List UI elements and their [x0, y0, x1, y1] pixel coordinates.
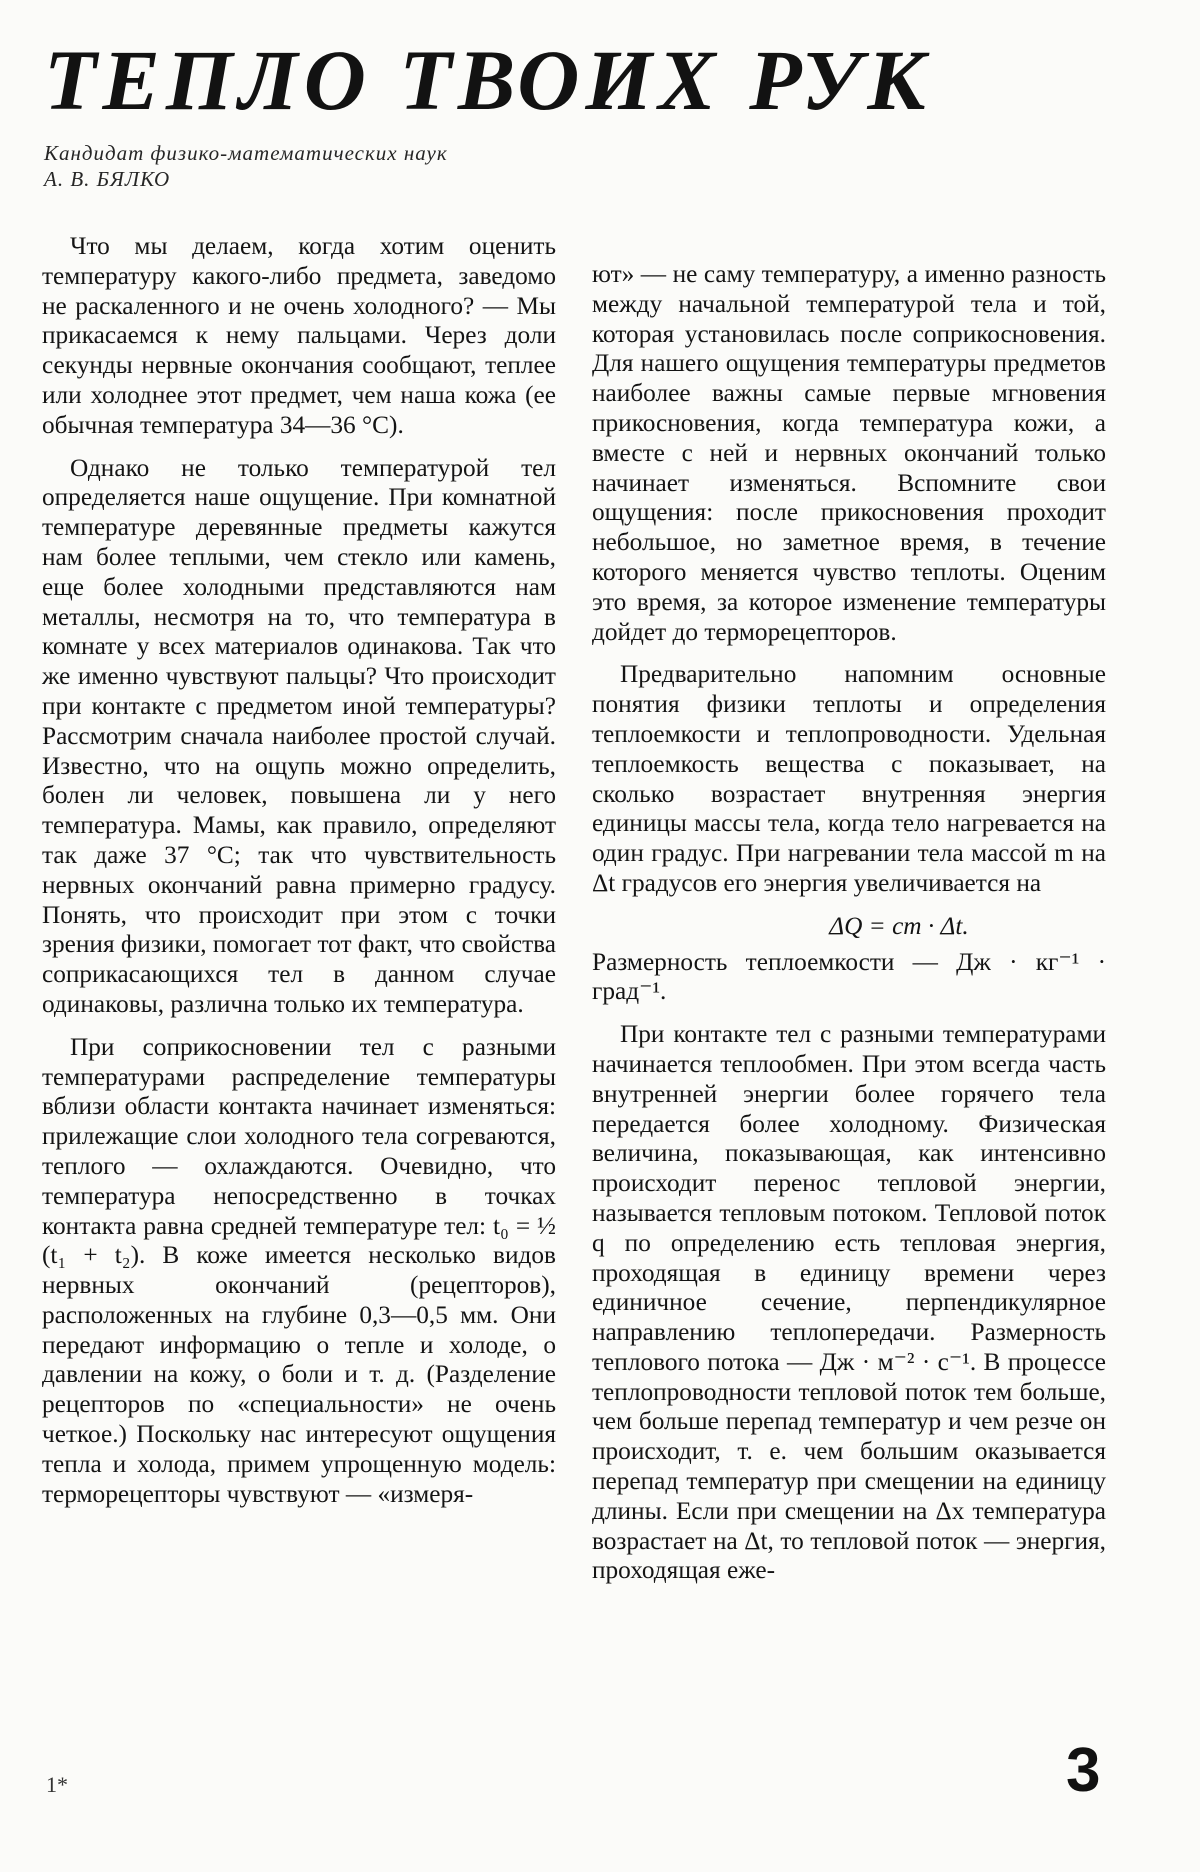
paragraph: ют» — не саму температуру, а именно разность между начальной температурой тела и той, которая установилась после соприкосновения. Для нашего ощущения температуры предметов наиболее важны самые первые мгновения прикосновения, когда температура кожи, а вместе с ней и нервных окончаний только начинает изменяться. Вспомните свои ощущения: после прикосновения проходит небольшое, но заметное время, в течение которого меняется чувство теплоты. Оценим это время, за которое изменение температуры дойдет до терморецепторов.: [592, 260, 1106, 646]
paragraph: Размерность теплоемкости — Дж · кг⁻¹ · град⁻¹.: [592, 947, 1106, 1006]
paragraph: При соприкосновении тел с разными температурами распределение температуры вблизи области контакта начинает изменяться: прилежащие слои холодного тела согреваются, теплого — охлаждаются. Очевидно, что температура непосредственно в точках контакта равна средней температуре тел: t₀ = ½ (t₁ + t₂). В коже имеется несколько видов нервных окончаний (рецепторов), расположенных на глубине 0,3—0,5 мм. Они передают информацию о тепле и холоде, о давлении на кожу, о боли и т. д. (Разделение рецепторов по «специальности» не очень четкое.) Поскольку нас интересуют ощущения тепла и холода, примем упрощенную модель: терморецепторы чувствуют — «измеря-: [42, 1032, 556, 1508]
author-name: А. В. БЯЛКО: [44, 167, 171, 191]
author-byline: [44, 140, 744, 192]
page-number: 3: [1066, 1736, 1101, 1805]
right-column: [592, 260, 1106, 1599]
paragraph: Что мы делаем, когда хотим оценить температуру какого-либо предмета, заведомо не раскаленного и не очень холодного? — Мы прикасаемся к нему пальцами. Через доли секунды нервные окончания сообщают, теплее или холоднее этот предмет, чем наша кожа (ее обычная температура 34—36 °С).: [42, 232, 556, 439]
heat-formula: ΔQ = cm · Δt.: [829, 911, 969, 940]
paragraph: Предварительно напомним основные понятия физики теплоты и определения теплоемкости и теплопроводности. Удельная теплоемкость вещества с показывает, на сколько возрастает внутренняя энергия единицы массы тела, когда тело нагревается на один градус. При нагревании тела массой m на Δt градусов его энергия увеличивается на: [592, 660, 1106, 897]
signature-mark: 1*: [46, 1772, 68, 1797]
paragraph: Однако не только температурой тел определяется наше ощущение. При комнатной температуре деревянные предметы кажутся нам более теплыми, чем стекло или камень, еще более холодными представляются нам металлы, несмотря на то, что температура в комнате у всех материалов одинакова. Так что же именно чувствуют пальцы? Что происходит при контакте с предметом иной температуры? Рассмотрим сначала наиболее простой случай. Известно, что на ощупь можно определить, болен ли человек, повышена ли у него температура. Мамы, как правило, определяют так даже 37 °С; так что чувствительность нервных окончаний равна примерно градусу. Понять, что происходит при этом с точки зрения физики, помогает тот факт, что свойства соприкасающихся тел в данном случае одинаковы, различна только их температура.: [42, 453, 556, 1018]
left-column: [42, 232, 556, 1522]
paragraph: При контакте тел с разными температурами начинается теплообмен. При этом всегда часть внутренней энергии более горячего тела передается более холодному. Физическая величина, показывающая, как интенсивно происходит перенос тепловой энергии, называется тепловым потоком. Тепловой поток q по определению есть тепловая энергия, проходящая в единицу времени через единичное сечение, перпендикулярное направлению теплопередачи. Размерность теплового потока — Дж · м⁻² · с⁻¹. В процессе теплопроводности тепловой поток тем больше, чем больше перепад температур и чем резче он происходит, т. е. чем большим оказывается перепад температур при смещении на единицу длины. Если при смещении на Δx температура возрастает на Δt, то тепловой поток — энергия, проходящая еже-: [592, 1020, 1106, 1585]
author-degree: Кандидат физико-математических наук: [44, 141, 448, 165]
article-title: ТЕПЛО ТВОИХ РУК: [44, 32, 932, 128]
